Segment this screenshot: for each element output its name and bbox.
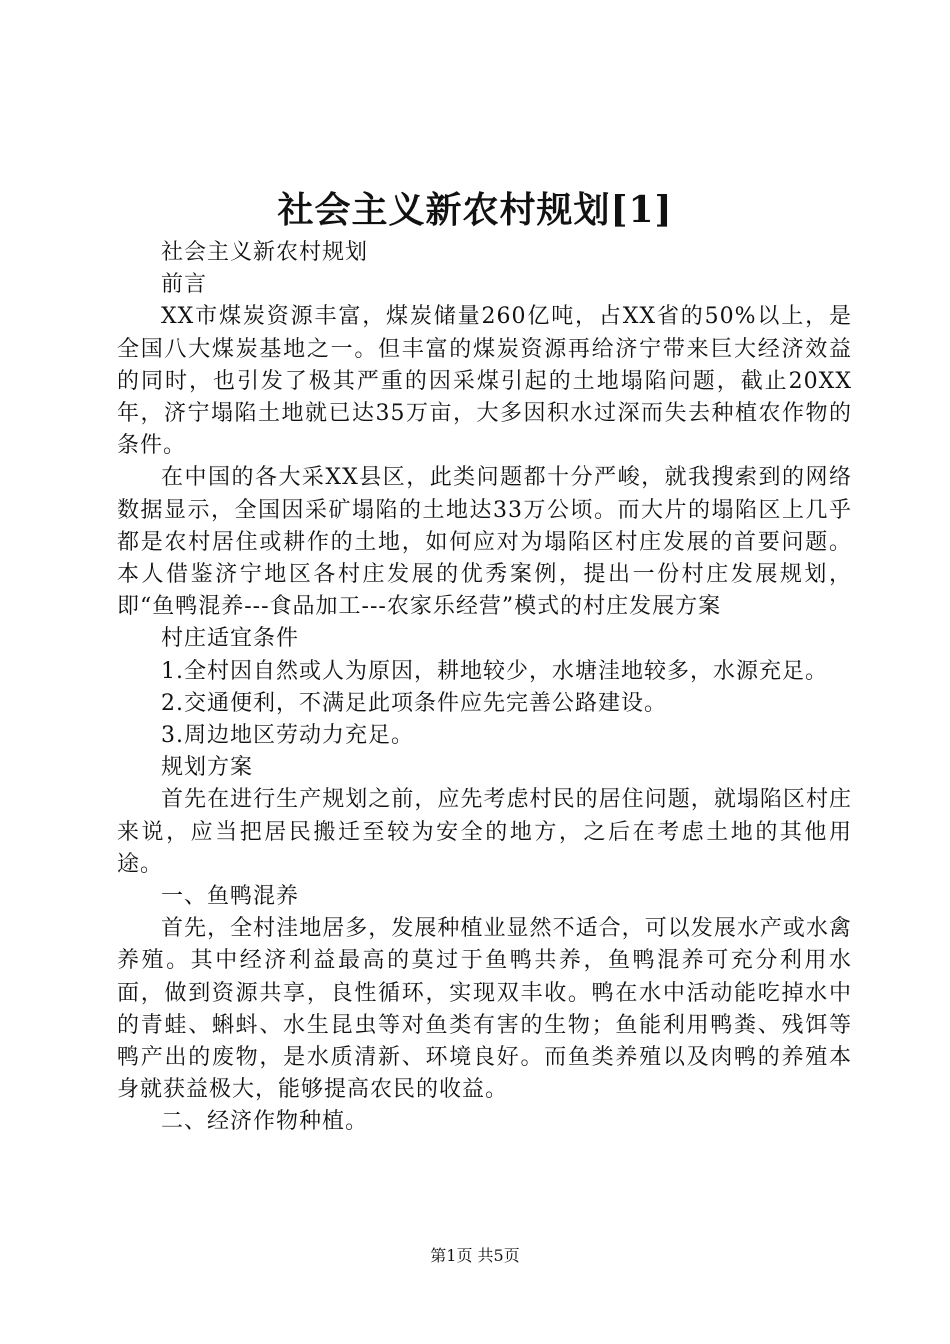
paragraph: 在中国的各大采XX县区，此类问题都十分严峻，就我搜索到的网络数据显示，全国因采矿塌陷的土地达33万公顷。而大片的塌陷区上几乎都是农村居住或耕作的土地，如何应对为塌陷区村庄发展的首要问题。本人借鉴济宁地区各村庄发展的优秀案例，提出一份村庄发展规划，即“鱼鸭混养---食品加工---农家乐经营”模式的村庄发展方案 — [117, 465, 852, 620]
section-heading-conditions: 村庄适宜条件 — [161, 626, 300, 652]
page-footer: 第1页 共5页 — [430, 1246, 520, 1265]
list-item: 1.全村因自然或人为原因，耕地较少，水塘洼地较多，水源充足。 — [161, 658, 828, 684]
section-heading-cash-crops: 二、经济作物种植。 — [161, 1109, 369, 1135]
document-body — [117, 237, 852, 1139]
section-heading-plan: 规划方案 — [161, 755, 254, 781]
list-item: 3.周边地区劳动力充足。 — [161, 723, 414, 749]
section-heading-preface: 前言 — [161, 272, 208, 298]
paragraph: 首先在进行生产规划之前，应先考虑村民的居住问题，就塌陷区村庄来说，应当把居民搬迁至较为安全的地方，之后在考虑土地的其他用途。 — [117, 787, 852, 877]
subtitle-paragraph: 社会主义新农村规划 — [161, 240, 369, 265]
paragraph: XX市煤炭资源丰富，煤炭储量260亿吨，占XX省的50%以上，是全国八大煤炭基地之一。但丰富的煤炭资源再给济宁带来巨大经济效益的同时，也引发了极其严重的因采煤引起的土地塌陷问题，截止20XX年，济宁塌陷土地就已达35万亩，大多因积水过深而失去种植农作物的条件。 — [117, 304, 852, 459]
paragraph: 首先，全村洼地居多，发展种植业显然不适合，可以发展水产或水禽养殖。其中经济利益最高的莫过于鱼鸭共养，鱼鸭混养可充分利用水面，做到资源共享，良性循环，实现双丰收。鸭在水中活动能吃掉水中的青蛙、蝌蚪、水生昆虫等对鱼类有害的生物；鱼能利用鸭粪、残饵等鸭产出的废物，是水质清新、环境良好。而鱼类养殖以及肉鸭的养殖本身就获益极大，能够提高农民的收益。 — [117, 916, 852, 1103]
section-heading-fish-duck: 一、鱼鸭混养 — [161, 884, 300, 910]
list-item: 2.交通便利，不满足此项条件应先完善公路建设。 — [161, 690, 667, 716]
document-title: 社会主义新农村规划[1] — [277, 189, 673, 231]
